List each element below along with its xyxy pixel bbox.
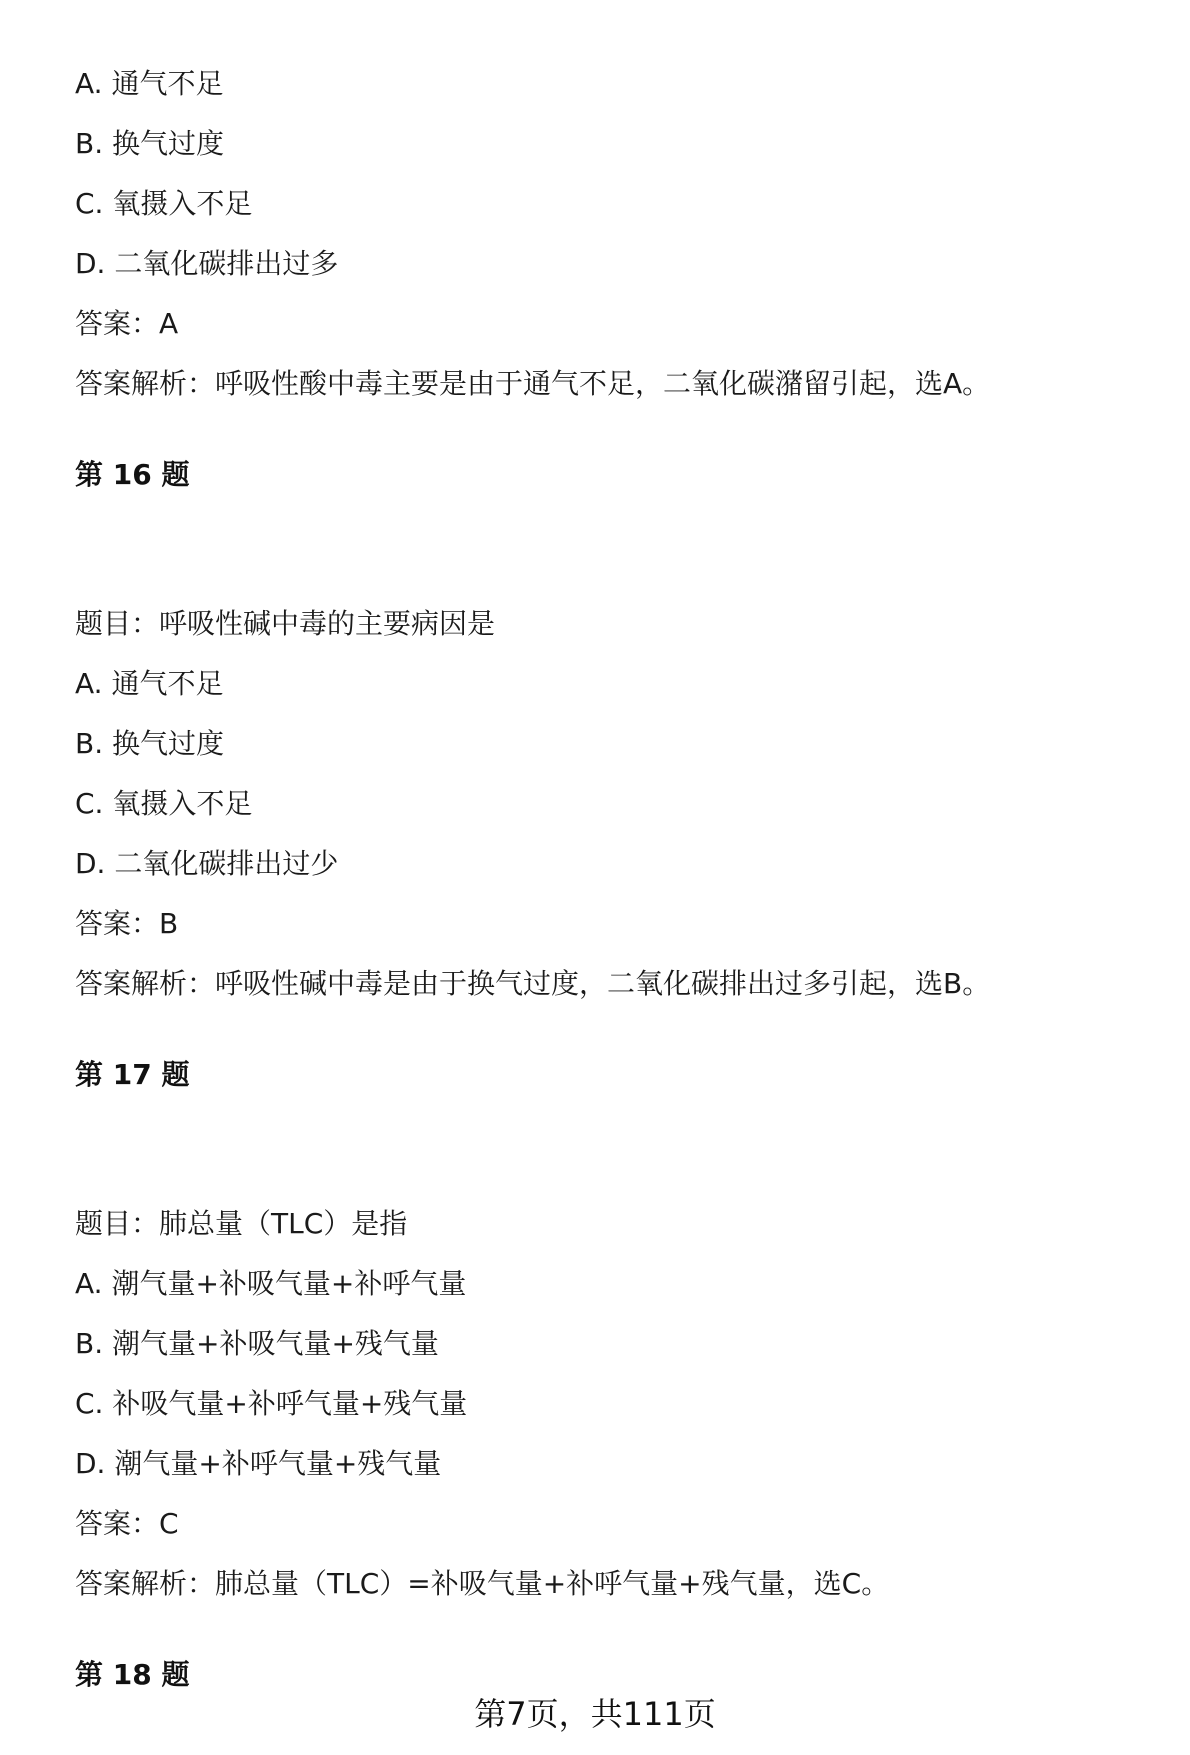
q17-option-b: B. 潮气量+补吸气量+残气量 (75, 1327, 439, 1360)
q16-option-b: B. 换气过度 (75, 727, 225, 760)
q16-question: 题目：呼吸性碱中毒的主要病因是 (75, 607, 496, 640)
q18-heading: 第 18 题 (75, 1658, 190, 1691)
q17-option-a: A. 潮气量+补吸气量+补呼气量 (75, 1267, 467, 1300)
q15-explanation: 答案解析：呼吸性酸中毒主要是由于通气不足，二氧化碳潴留引起，选A。 (75, 367, 991, 400)
q17-answer: 答案：C (75, 1507, 179, 1540)
q15-option-d: D. 二氧化碳排出过多 (75, 247, 339, 280)
q15-answer: 答案：A (75, 307, 179, 340)
q15-option-b: B. 换气过度 (75, 127, 225, 160)
q16-option-a: A. 通气不足 (75, 667, 224, 700)
page-number: 第7页，共111页 (474, 1695, 716, 1733)
q16-heading: 第 16 题 (75, 458, 190, 491)
q16-option-c: C. 氧摄入不足 (75, 787, 253, 820)
q15-option-a: A. 通气不足 (75, 67, 224, 100)
q17-heading: 第 17 题 (75, 1058, 190, 1091)
q17-option-d: D. 潮气量+补呼气量+残气量 (75, 1447, 442, 1480)
q15-option-c: C. 氧摄入不足 (75, 187, 253, 220)
q16-answer: 答案：B (75, 907, 179, 940)
q17-option-c: C. 补吸气量+补呼气量+残气量 (75, 1387, 468, 1420)
q16-option-d: D. 二氧化碳排出过少 (75, 847, 339, 880)
q17-question: 题目：肺总量（TLC）是指 (75, 1207, 408, 1240)
q17-explanation: 答案解析：肺总量（TLC）=补吸气量+补呼气量+残气量，选C。 (75, 1567, 890, 1600)
q16-explanation: 答案解析：呼吸性碱中毒是由于换气过度，二氧化碳排出过多引起，选B。 (75, 967, 991, 1000)
